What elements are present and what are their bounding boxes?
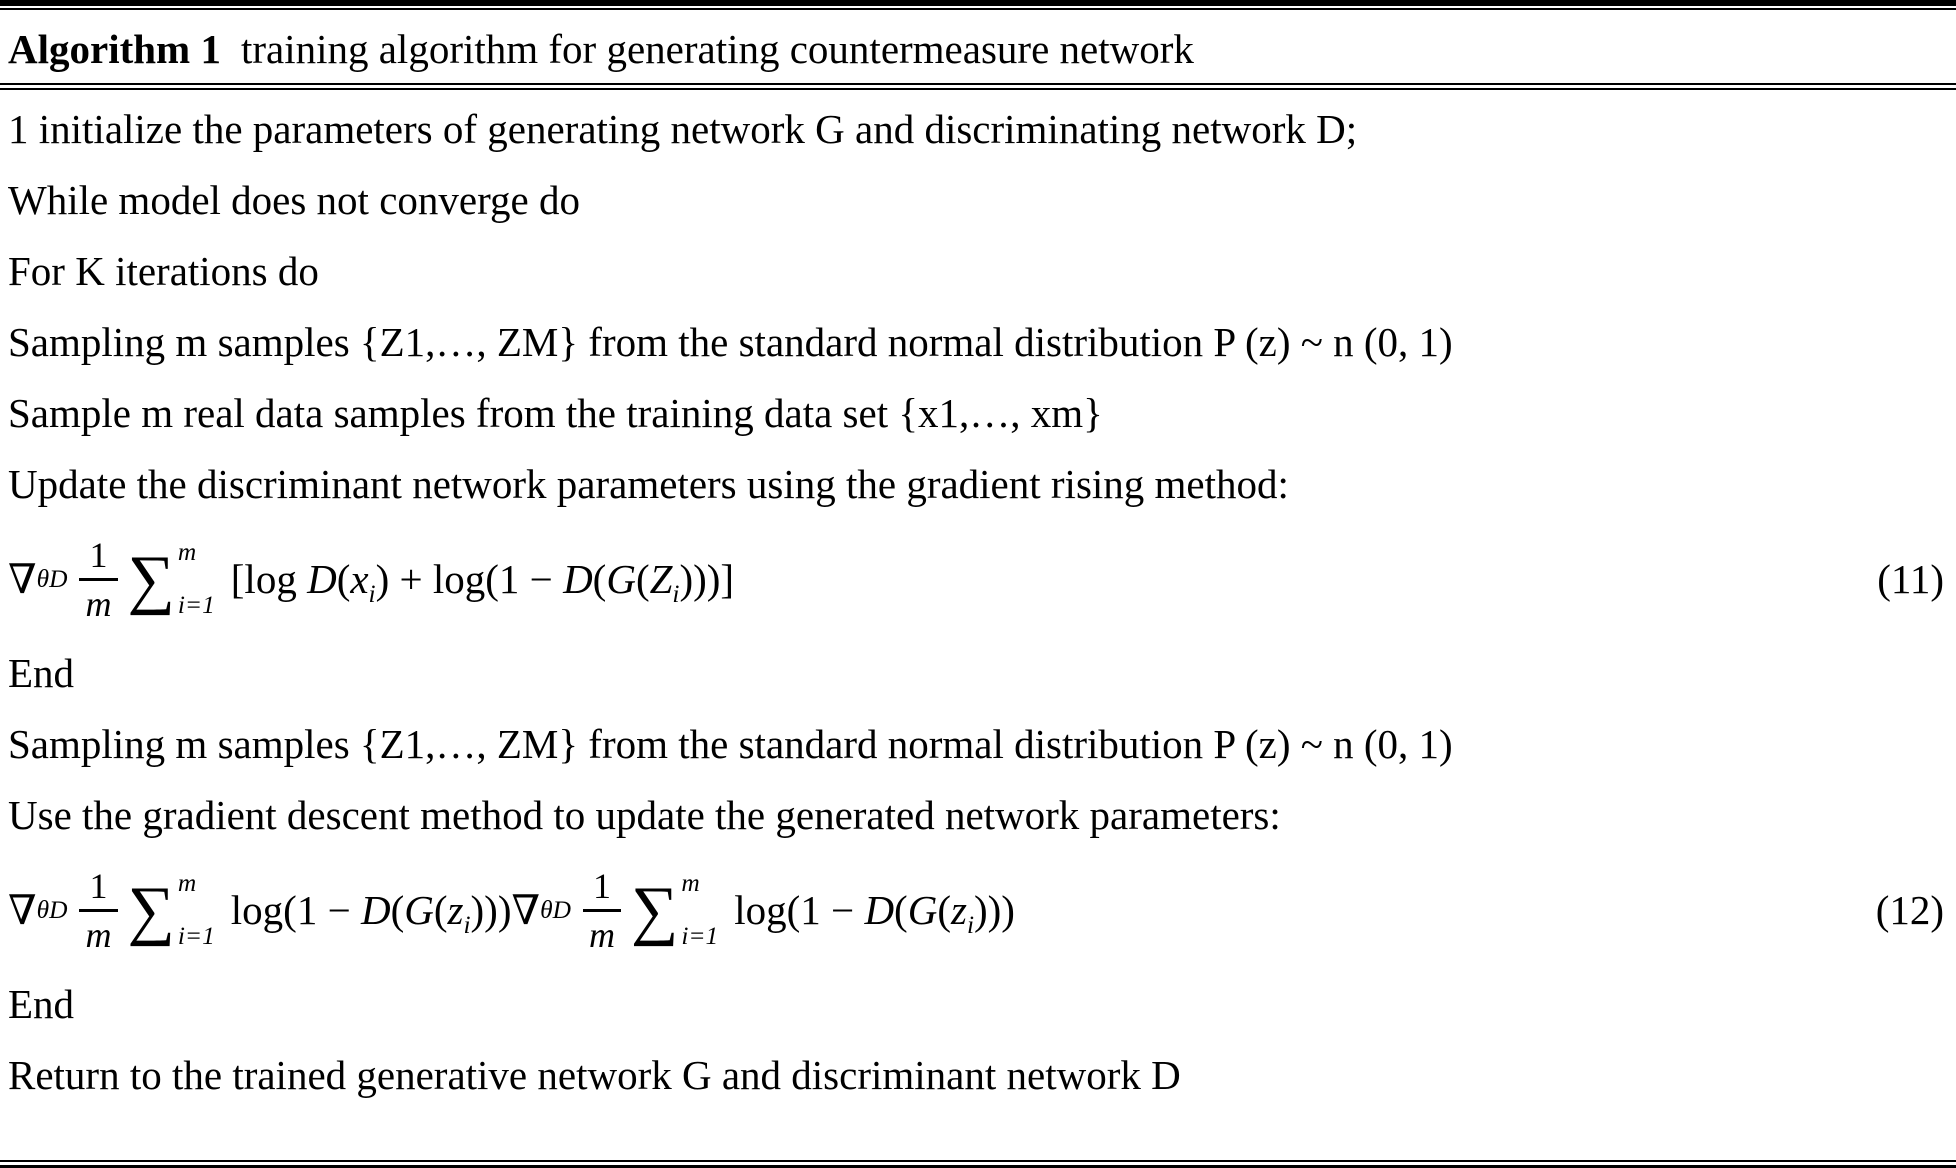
nabla-symbol: ∇ — [8, 887, 37, 934]
nabla-symbol: ∇ — [8, 556, 37, 603]
fraction — [583, 865, 621, 955]
sum-upper-limit: m — [681, 869, 700, 898]
bottom-rules — [0, 1160, 1956, 1168]
algo-line-sampling-1: Sampling m samples {Z1,…, ZM} from the standard normal distribution P (z) ~ n (0, 1) — [8, 319, 1453, 366]
sigma-symbol: ∑ — [631, 873, 679, 947]
algorithm-label: Algorithm 1 — [8, 26, 221, 72]
sum-lower-limit: i=1 — [177, 921, 215, 950]
equation-expression: [log $D(x_i) + \log(1 - D(G(Z_i)))$] — [230, 556, 735, 609]
summation — [631, 871, 718, 949]
fraction — [79, 865, 117, 955]
fraction-numerator: 1 — [89, 534, 108, 575]
equation-12-math-part-1: ∇ θD $\frac{1}{m}$ ∑ m i=1 $\log(1 - D(G(z_i)))$ — [8, 865, 512, 955]
algo-line-sampling-2: Sampling m samples {Z1,…, ZM} from the standard normal distribution P (z) ~ n (0, 1) — [8, 721, 1453, 768]
algo-line-end-1: End — [8, 650, 75, 697]
equation-12-math-part-2: ∇ θD $\frac{1}{m}$ ∑ m i=1 $\log(1 - D(G(z_i)))$ — [511, 865, 1015, 955]
equation-expression: $\log(1 - D(G(z_i)))$ — [230, 887, 512, 940]
algo-line-for: For K iterations do — [8, 248, 319, 295]
summation-limits — [178, 871, 215, 949]
equation-12 — [8, 851, 1948, 969]
algo-line-sample-real: Sample m real data samples from the training data set {x1,…, xm} — [8, 390, 1103, 437]
algorithm-title: training algorithm for generating countermeasure network — [240, 26, 1194, 72]
sum-lower-limit: i=1 — [681, 921, 719, 950]
algorithm-header — [0, 10, 1956, 83]
fraction-denominator: m — [79, 578, 117, 622]
summation-limits — [178, 540, 215, 618]
nabla-symbol: ∇ — [511, 887, 541, 934]
algo-line-initialize: 1 initialize the parameters of generating network G and discriminating network D; — [8, 106, 1358, 153]
algo-line-use-gradient-descent: Use the gradient descent method to update the generated network parameters: — [8, 792, 1281, 839]
fraction-denominator: m — [79, 909, 117, 953]
algorithm-body — [0, 90, 1956, 1111]
algo-line-return: Return to the trained generative network G and discriminant network D — [8, 1052, 1181, 1099]
sum-upper-limit: m — [177, 869, 197, 898]
algo-line-end-2: End — [8, 981, 75, 1028]
algo-line-update-discriminant: Update the discriminant network parameters using the gradient rising method: — [8, 461, 1289, 508]
sigma-symbol: ∑ — [127, 873, 175, 947]
equation-11 — [8, 520, 1948, 638]
summation — [128, 540, 215, 618]
equation-expression: $\log(1 - D(G(z_i)))$ — [734, 887, 1015, 940]
equation-number: (12) — [1875, 887, 1944, 934]
summation-limits — [681, 871, 718, 949]
sigma-symbol: ∑ — [127, 542, 175, 616]
fraction-numerator: 1 — [89, 865, 108, 906]
fraction-denominator: m — [583, 909, 621, 953]
equation-11-math: ∇ θD $\frac{1}{m}$ ∑ m i=1 [log $D(x_i) + \log(1 - D(G(Z_i)))$] — [8, 534, 735, 624]
fraction — [79, 534, 117, 624]
fraction-numerator: 1 — [592, 865, 611, 906]
summation — [128, 871, 215, 949]
sum-lower-limit: i=1 — [177, 590, 215, 619]
equation-number: (11) — [1877, 556, 1944, 603]
sum-upper-limit: m — [177, 538, 197, 567]
algo-line-while: While model does not converge do — [8, 177, 580, 224]
